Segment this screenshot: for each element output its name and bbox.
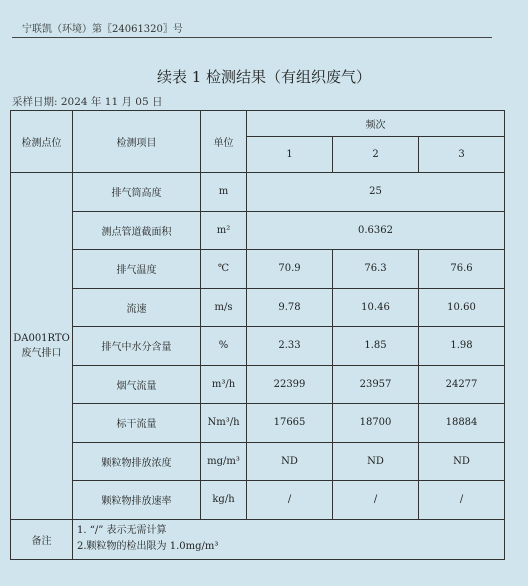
value-cell: 76.3 xyxy=(333,250,419,289)
value-cell: 1.98 xyxy=(419,327,505,366)
item-cell: 排气中水分含量 xyxy=(73,327,201,366)
unit-cell: mg/m³ xyxy=(201,442,247,481)
unit-cell: ℃ xyxy=(201,250,247,289)
value-cell: 1.85 xyxy=(333,327,419,366)
value-cell: / xyxy=(419,481,505,520)
point-name: 废气排口 xyxy=(21,347,62,359)
note-1: 1. “/” 表示无需计算 xyxy=(77,525,167,536)
value-cell: 23957 xyxy=(333,365,419,404)
notes-content xyxy=(73,519,505,559)
value-cell: ND xyxy=(419,442,505,481)
item-cell: 排气温度 xyxy=(73,250,201,289)
unit-cell: m xyxy=(201,173,247,212)
item-cell: 排气筒高度 xyxy=(73,173,201,212)
results-table xyxy=(10,110,505,560)
value-cell: / xyxy=(247,481,333,520)
table-row xyxy=(11,404,505,443)
table-row xyxy=(11,365,505,404)
value-cell: 17665 xyxy=(247,404,333,443)
value-cell: 22399 xyxy=(247,365,333,404)
note-2: 2.颗粒物的检出限为 1.0mg/m³ xyxy=(77,541,219,552)
table-row xyxy=(11,211,505,250)
sampling-date: 采样日期: 2024 年 11 月 05 日 xyxy=(12,96,163,108)
value-merged: 25 xyxy=(247,173,505,212)
unit-cell: m/s xyxy=(201,288,247,327)
item-cell: 颗粒物排放浓度 xyxy=(73,442,201,481)
table-row xyxy=(11,288,505,327)
freq-1: 1 xyxy=(247,137,333,173)
value-merged: 0.6362 xyxy=(247,211,505,250)
value-cell: 9.78 xyxy=(247,288,333,327)
item-cell: 颗粒物排放速率 xyxy=(73,481,201,520)
page-title: 续表 1 检测结果（有组织废气） xyxy=(156,68,372,86)
item-cell: 标干流量 xyxy=(73,404,201,443)
value-cell: ND xyxy=(247,442,333,481)
value-cell: 76.6 xyxy=(419,250,505,289)
header-item: 检测项目 xyxy=(73,111,201,173)
value-cell: 2.33 xyxy=(247,327,333,366)
header-point: 检测点位 xyxy=(11,111,73,173)
value-cell: / xyxy=(333,481,419,520)
point-code: DA001RTO xyxy=(13,332,70,344)
value-cell: ND xyxy=(333,442,419,481)
table-row xyxy=(11,250,505,289)
sampling-point xyxy=(11,173,73,520)
value-cell: 18884 xyxy=(419,404,505,443)
item-cell: 流速 xyxy=(73,288,201,327)
notes-row xyxy=(11,519,505,559)
header-unit: 单位 xyxy=(201,111,247,173)
value-cell: 10.60 xyxy=(419,288,505,327)
unit-cell: m² xyxy=(201,211,247,250)
unit-cell: kg/h xyxy=(201,481,247,520)
freq-3: 3 xyxy=(419,137,505,173)
unit-cell: % xyxy=(201,327,247,366)
value-cell: 10.46 xyxy=(333,288,419,327)
document-reference: 宁联凯（环境）第〖24061320〗号 xyxy=(22,24,183,35)
unit-cell: Nm³/h xyxy=(201,404,247,443)
header-divider xyxy=(12,37,492,38)
item-cell: 烟气流量 xyxy=(73,365,201,404)
table-row xyxy=(11,442,505,481)
header-frequency: 频次 xyxy=(247,111,505,137)
notes-label: 备注 xyxy=(11,519,73,559)
table-row xyxy=(11,173,505,212)
table-row xyxy=(11,327,505,366)
table-row xyxy=(11,481,505,520)
value-cell: 24277 xyxy=(419,365,505,404)
value-cell: 70.9 xyxy=(247,250,333,289)
unit-cell: m³/h xyxy=(201,365,247,404)
item-cell: 测点管道截面积 xyxy=(73,211,201,250)
value-cell: 18700 xyxy=(333,404,419,443)
freq-2: 2 xyxy=(333,137,419,173)
